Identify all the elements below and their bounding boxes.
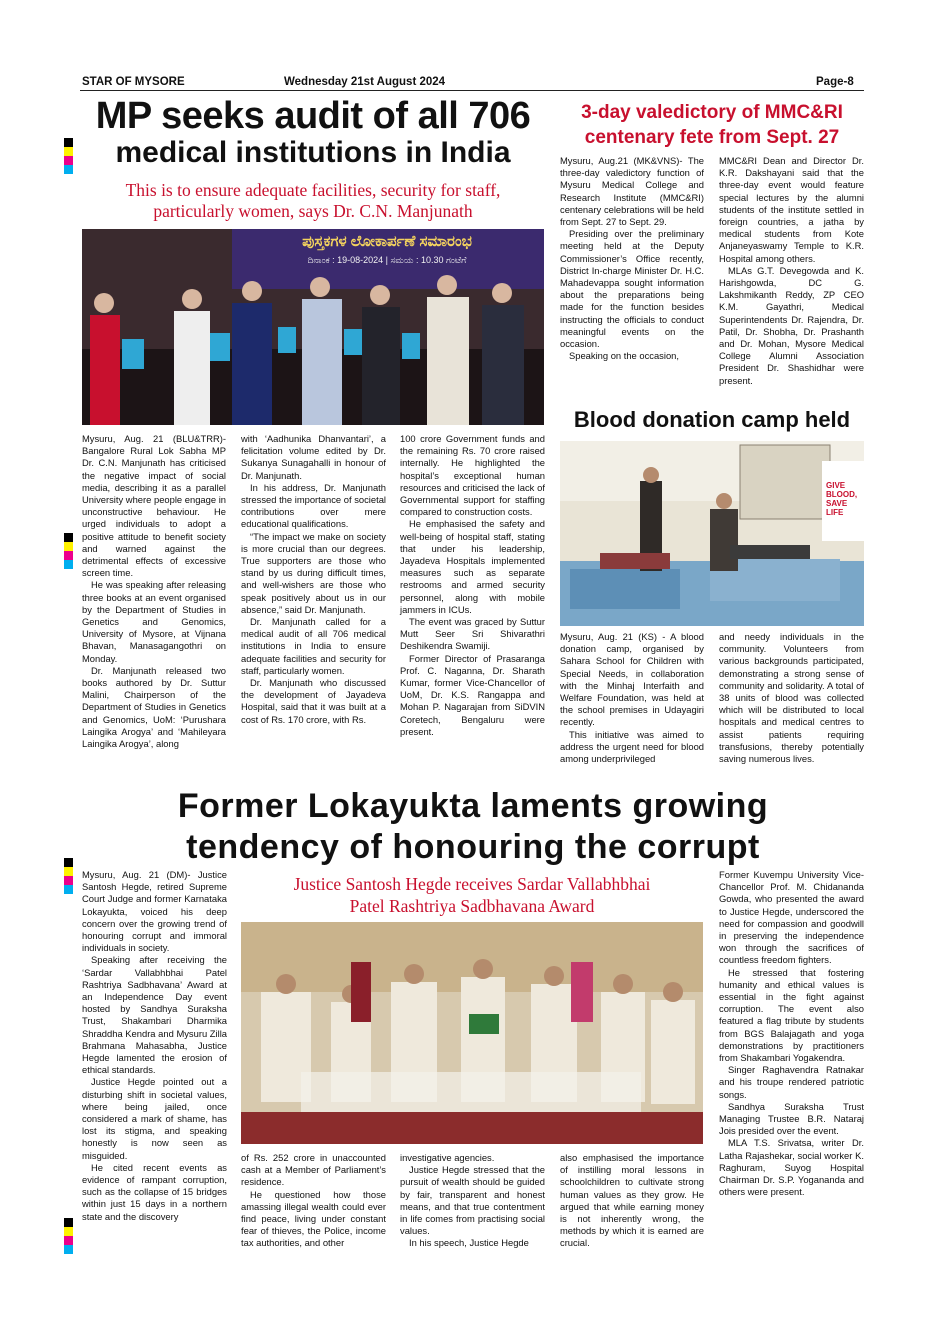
story1-headline <box>82 96 544 170</box>
story4-c2-p2: He questioned how those amassing illegal wealth could ever find peace, living under constant fear of thieves, the Police, income tax authorities, and other <box>241 1188 386 1249</box>
story4-c1-p4: He cited recent events as evidence of rampant corruption, such as the collapse of 15 bridges within just 15 days in a northern state and the discovery <box>82 1161 227 1222</box>
story3-photo <box>560 441 864 626</box>
story4-c1-p1: Mysuru, Aug. 21 (DM)- Justice Santosh Hegde, retired Supreme Court Judge and former Karnataka Lokayukta, voiced his deep concern over the growing trend of honouring corrupt and immoral individuals in society. <box>82 869 227 954</box>
story1-c2-p5: Dr. Manjunath who discussed the development of Jayadeva Hospital, said that it was built at a cost of Rs. 170 crore, with Rs. <box>241 677 386 725</box>
story2-c1-p2: Presiding over the preliminary meeting held at the Deputy Commissioner’s Office recently, District In-charge Minister Dr. H.C. Mahadevappa sought information about the preparations being made for the function besides instructing the officials to conduct meaningful events on the occasion. <box>560 228 704 350</box>
story1-column3 <box>400 433 545 738</box>
story4-column2 <box>241 1152 386 1250</box>
story1-c3-p1: 100 crore Government funds and the remaining Rs. 70 crore raised internally. He highlighted the hospital’s exceptional human resources and criticised the lack of Governmental support for staffing compared to construction costs. <box>400 433 545 518</box>
story3-c2-p1: and needy individuals in the community. Volunteers from various backgrounds participated, demonstrating a strong sense of community and solidarity. A total of 38 units of blood was collected which will be distributed to local hospitals and medical centres to assist patients requiring transfusions, thereby potentially saving numerous lives. <box>719 631 864 765</box>
story4-c2-p1: of Rs. 252 crore in unaccounted cash at a Member of Parliament’s residence. <box>241 1152 386 1188</box>
story1-deck-line1: This is to ensure adequate facilities, security for staff, <box>125 180 501 200</box>
story2-headline-line2: centenary fete from Sept. 27 <box>584 127 840 148</box>
story4-photo <box>241 922 703 1144</box>
story4-c3-p1: investigative agencies. <box>400 1152 495 1163</box>
story4-c5-p1: Former Kuvempu University Vice-Chancellor Prof. M. Chidananda Gowda, who presented the award to Justice Hegde, underscored the need for compassion and goodwill in preserving the independence won through the sacrifices of countless freedom fighters. <box>719 869 864 966</box>
story1-headline-line2: medical institutions in India <box>115 136 511 169</box>
publication-name: STAR OF MYSORE <box>82 76 185 88</box>
story1-c3-p2: He emphasised the safety and well-being of hospital staff, stating that under his leadership, Jayadeva Hospitals implemented measures such as separate restrooms and armed security personnel, along with mobile jammers in ICUs. <box>400 518 545 615</box>
story4-deck <box>241 873 703 917</box>
story4-c1-p3: Justice Hegde pointed out a disturbing shift in societal values, where being jailed, once considered a mark of shame, has lost its stigma, and speaking honestly is now seen as misguided. <box>82 1076 227 1161</box>
header-rule <box>80 90 864 91</box>
story1-c1-p1: Mysuru, Aug. 21 (BLU&TRR)- Bangalore Rural Lok Sabha MP Dr. C.N. Manjunath has criticised the negative impact of social media, describing it as a parallel University where people engage in unconstructive behaviour. He urged individuals to adopt a positive attitude to benefit society and warned against the detrimental effects of excessive screen time. <box>82 433 226 579</box>
story2-headline <box>560 100 864 150</box>
story1-column2 <box>241 433 386 726</box>
story1-c2-p4: Dr. Manjunath called for a medical audit of all 706 medical institutions in India to ensure adequate facilities and security for staff, particularly women. <box>241 616 386 676</box>
story4-c3-p3: In his speech, Justice Hegde <box>409 1237 529 1249</box>
story1-column1 <box>82 433 226 750</box>
story4-column5 <box>719 869 864 1198</box>
story3-c1-p1: Mysuru, Aug. 21 (KS) - A blood donation camp, organised by Sahara School for Children with Special Needs, in collaboration with the Minhaj Interfaith and Welfare Foundation, was held at the school premises in Udayagiri recently. <box>560 631 704 728</box>
page-number: Page-8 <box>816 76 854 88</box>
story1-deck-line2: particularly women, says Dr. C.N. Manjunath <box>153 201 473 221</box>
story4-column4 <box>560 1152 704 1250</box>
story4-headline-line1: Former Lokayukta laments growing <box>177 787 769 825</box>
story1-c2-p3: “The impact we make on society is more crucial than our degrees. True supporters are those who stand by us during difficult times, and well-wishers are those who speak positively about us in our absence,” said Dr. Manjunath. <box>241 530 386 615</box>
story4-headline <box>82 786 864 868</box>
story1-c1-p2: He was speaking after releasing three books at an event organised by the Department of Studies in Genetics and Genomics, University of Mysore, at Vijnana Bhavan, Manasagangothri on Monday. <box>82 579 226 664</box>
story1-headline-line1: MP seeks audit of all 706 <box>95 95 531 137</box>
blood-sign: GIVE BLOOD, SAVE LIFE <box>826 481 858 517</box>
story4-column3 <box>400 1152 545 1250</box>
story2-c1-p1: Mysuru, Aug.21 (MK&VNS)- The three-day valedictory function of Mysuru Medical College and Research Institute (MMC&RI) centenary celebrations will be held from Sept. 27 to Sept. 29. <box>560 155 704 228</box>
story4-column1 <box>82 869 227 1223</box>
story2-c2-p2: MLAs G.T. Devegowda and K. Harishgowda, DC G. Lakshmikanth Reddy, ZP CEO K.M. Gayathri, Medical Superintendents Dr. Rajendra, Dr. Patil, Dr. Shobha, Dr. Prashanth and Dr. Mohan, Mysore Medical College Alumni Association President Dr. Shashidhar were present. <box>719 264 864 386</box>
award-group-photo <box>241 922 703 1144</box>
story1-c1-p3: Dr. Manjunath released two books authored by Dr. Suttur Malini, Chairperson of the Department of Studies in Genetics and Genomics, UoM: ‘Purushara Laingika Arogya’ and ‘Mahileyara Laingika Arogya’, along <box>82 664 226 750</box>
story1-photo <box>82 229 544 425</box>
story2-c2-p1: MMC&RI Dean and Director Dr. K.R. Dakshayani said that the three-day event would feature special lectures by the alumni students of the institute settled in foreign countries, a jatha by medical students from Kote Anjaneyaswamy Temple to K.R. Hospital among others. <box>719 155 864 264</box>
story2-column1 <box>560 155 704 362</box>
story1-c3-p3: The event was graced by Suttur Mutt Seer Sri Shivarathri Deshikendra Swamiji. <box>400 616 545 652</box>
story4-c5-p3: Singer Raghavendra Ratnakar and his troupe rendered patriotic songs. <box>719 1064 864 1100</box>
story4-c5-p5: MLA T.S. Srivatsa, writer Dr. Latha Rajashekar, social worker K. Raghuram, Suyog Hospital Chairman Dr. S.P. Yogananda and others were present. <box>719 1137 864 1198</box>
story4-c4-p1: also emphasised the importance of instilling moral lessons in schoolchildren to cultivate strong human values as they grow. He argued that while earning money is not inherently wrong, the methods by which it is earned are crucial. <box>560 1152 704 1249</box>
story2-c1-p3: Speaking on the occasion, <box>569 350 679 362</box>
story4-c1-p2: Speaking after receiving the ‘Sardar Vallabhbhai Patel Rashtriya Sadbhavana’ Award at an Independence Day event hosted by Sandhya Suraksha Trust, Shakambari Dharmika Shraddha Kendra and Mysuru Zilla Brahmana Mahasabha, Justice Hegde lamented the erosion of ethical standards. <box>82 954 227 1076</box>
color-marks-lower-mid <box>64 858 73 894</box>
story3-column1 <box>560 631 704 765</box>
color-marks-top <box>64 138 73 174</box>
story4-headline-line2: tendency of honouring the corrupt <box>186 828 760 866</box>
story4-c5-p4: Sandhya Suraksha Trust Managing Trustee B.R. Nataraj Jois presided over the event. <box>719 1100 864 1137</box>
story3-headline: Blood donation camp held <box>573 407 851 432</box>
story3-column2 <box>719 631 864 765</box>
story1-deck <box>82 180 544 222</box>
story4-deck-line1: Justice Santosh Hegde receives Sardar Vallabhbhai <box>293 874 651 894</box>
story4-deck-line2: Patel Rashtriya Sadbhavana Award <box>349 896 595 916</box>
story1-c2-p2: In his address, Dr. Manjunath stressed the importance of societal contributions over mere educational qualifications. <box>241 481 386 530</box>
color-marks-upper-mid <box>64 533 73 569</box>
color-marks-bottom <box>64 1218 73 1254</box>
story3-c1-p2: This initiative was aimed to address the urgent need for blood among underprivileged <box>560 728 704 765</box>
story4-c5-p2: He stressed that fostering humanity and ethical values is essential in the fight against corruption. The event also featured a flag tribute by students from BGS Balajagath and yoga demonstrations by practitioners from Shakambari Yogakendra. <box>719 966 864 1064</box>
blood-camp-photo <box>560 441 864 626</box>
story2-column2 <box>719 155 864 387</box>
issue-date: Wednesday 21st August 2024 <box>284 76 446 88</box>
story1-c2-p1: with ‘Aadhunika Dhanvantari’, a felicitation volume edited by Dr. Sukanya Sunagahalli in honour of Dr. Manjunath. <box>241 433 386 481</box>
story1-c3-p4: Former Director of Prasaranga Prof. C. Naganna, Dr. Sharath Kumar, former Vice-Chancellor of UoM, Dr. K.S. Rangappa and Mohan P. Nagarajan from SiDVIN Coretech, Bengaluru were present. <box>400 652 545 737</box>
banner-line2: ದಿನಾಂಕ : 19-08-2024 | ಸಮಯ : 10.30 ಗಂಟೆಗೆ <box>307 255 467 265</box>
story2-headline-line1: 3-day valedictory of MMC&RI <box>581 102 843 123</box>
banner-line1: ಪುಸ್ತಕಗಳ ಲೋಕಾರ್ಪಣೆ ಸಮಾರಂಭ <box>302 233 472 250</box>
story4-c3-p2: Justice Hegde stressed that the pursuit of wealth should be guided by fair, transparent and honest means, and that true contentment in life comes from practising social values. <box>400 1164 545 1237</box>
